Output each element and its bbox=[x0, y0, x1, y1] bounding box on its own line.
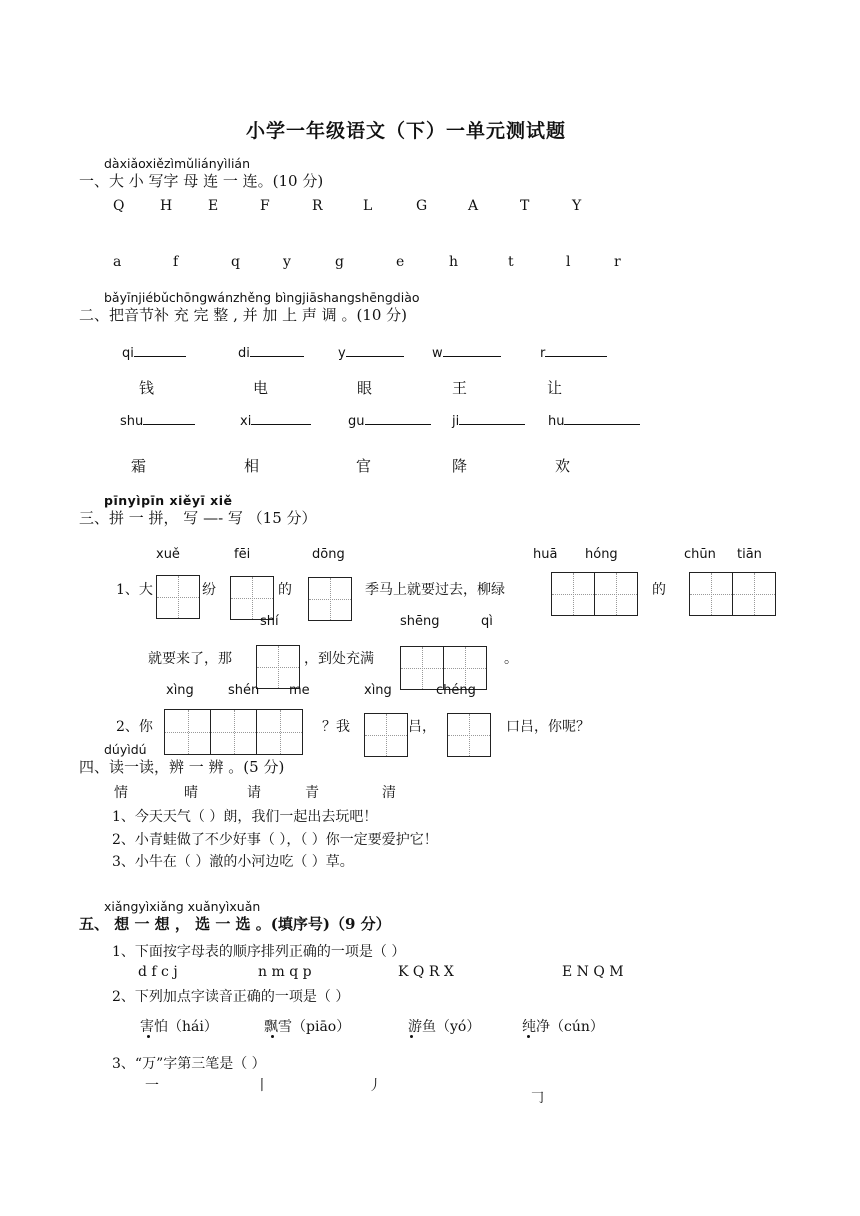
pinyin-hint: shí bbox=[260, 614, 279, 629]
chinese-char: 霜 bbox=[131, 457, 147, 475]
pinyin-hint: huā bbox=[533, 547, 558, 562]
chinese-char: 眼 bbox=[357, 379, 373, 397]
answer-option: K Q R X bbox=[398, 964, 454, 980]
chinese-char: 降 bbox=[452, 457, 468, 475]
fill-blank[interactable] bbox=[250, 344, 304, 357]
uppercase-letter: E bbox=[208, 198, 219, 214]
answer-option: 害怕（hái） bbox=[140, 1019, 218, 1035]
s3-pinyin: pīnyìpīn xiěyī xiě bbox=[104, 493, 233, 508]
tianzige-box[interactable] bbox=[551, 572, 595, 616]
syllable-blank: ji bbox=[452, 412, 525, 429]
syllable-blank: w bbox=[432, 344, 501, 361]
char-option: 青 bbox=[305, 785, 319, 801]
lowercase-letter: q bbox=[231, 254, 240, 270]
answer-option: d f c j bbox=[138, 964, 178, 980]
pinyin-hint: shēng bbox=[400, 614, 440, 629]
q1-text: 的 bbox=[652, 582, 666, 598]
syllable-blank: hu bbox=[548, 412, 640, 429]
q2-text: 口吕，你呢？ bbox=[506, 719, 590, 735]
chinese-char: 欢 bbox=[555, 457, 571, 475]
pinyin-hint: dōng bbox=[312, 547, 345, 562]
fill-blank[interactable] bbox=[365, 412, 431, 425]
lowercase-letter: y bbox=[283, 254, 291, 270]
tianzige-box[interactable] bbox=[594, 572, 638, 616]
answer-option: 一 bbox=[145, 1078, 159, 1094]
s2-pinyin: bǎyīnjiébǔchōngwánzhěng bìngjiāshangshēngdiào bbox=[104, 290, 420, 305]
tianzige-box[interactable] bbox=[447, 713, 491, 757]
uppercase-letter: Q bbox=[113, 198, 125, 214]
pinyin-hint: hóng bbox=[585, 547, 618, 562]
answer-option: 丨 bbox=[255, 1078, 269, 1094]
syllable-blank: di bbox=[238, 344, 304, 361]
q2-text: 吕， bbox=[408, 719, 436, 735]
pinyin-hint: me bbox=[289, 683, 310, 698]
pinyin-hint: fēi bbox=[234, 547, 251, 562]
emphasis-dot bbox=[271, 1035, 274, 1038]
emphasis-dot bbox=[527, 1035, 530, 1038]
char-option: 晴 bbox=[184, 785, 198, 801]
tianzige-box[interactable] bbox=[689, 572, 733, 616]
pinyin-hint: shén bbox=[228, 683, 260, 698]
answer-option: n m q p bbox=[258, 964, 312, 980]
pinyin-hint: tiān bbox=[737, 547, 762, 562]
s5-question-2: 2、下列加点字读音正确的一项是（ ） bbox=[112, 989, 350, 1005]
lowercase-letter: e bbox=[396, 254, 405, 270]
syllable-blank: xi bbox=[240, 412, 311, 429]
chinese-char: 电 bbox=[253, 379, 269, 397]
answer-option: 游鱼（yó） bbox=[408, 1019, 481, 1035]
s2-heading: 二、把音节补 充 完 整 , 并 加 上 声 调 。(10 分) bbox=[79, 306, 408, 324]
s5-pinyin: xiǎngyìxiǎng xuǎnyìxuǎn bbox=[104, 899, 261, 914]
fill-blank[interactable] bbox=[545, 344, 607, 357]
q1-text: 就要来了，那 bbox=[148, 651, 232, 667]
fill-blank[interactable] bbox=[134, 344, 186, 357]
page-title: 小学一年级语文（下）一单元测试题 bbox=[246, 120, 567, 142]
syllable-blank: gu bbox=[348, 412, 431, 429]
chinese-char: 让 bbox=[547, 379, 563, 397]
s1-pinyin: dàxiǎoxiězìmǔliányìlián bbox=[104, 156, 251, 171]
fill-blank[interactable] bbox=[143, 412, 195, 425]
s4-question-3: 3、小牛在（ ）澈的小河边吃（ ）草。 bbox=[112, 854, 354, 870]
s4-question-2: 2、小青蛙做了不少好事（ ），（ ）你一定要爱护它！ bbox=[112, 832, 438, 848]
q1-text: 。 bbox=[504, 651, 518, 667]
s1-heading: 一、大 小 写字 母 连 一 连。(10 分) bbox=[79, 172, 324, 190]
pinyin-hint: chéng bbox=[436, 683, 476, 698]
fill-blank[interactable] bbox=[564, 412, 640, 425]
pinyin-hint: qì bbox=[481, 614, 493, 629]
answer-option: 纯净（cún） bbox=[522, 1019, 604, 1035]
emphasis-dot bbox=[147, 1035, 150, 1038]
pinyin-hint: xuě bbox=[156, 547, 180, 562]
char-option: 清 bbox=[382, 785, 396, 801]
s4-pinyin: dúyìdú bbox=[104, 742, 147, 757]
tianzige-box[interactable] bbox=[256, 709, 303, 755]
tianzige-box[interactable] bbox=[732, 572, 776, 616]
uppercase-letter: T bbox=[520, 198, 530, 214]
answer-option: E N Q M bbox=[562, 964, 624, 980]
chinese-char: 钱 bbox=[139, 379, 155, 397]
q1-text: 纷 bbox=[202, 582, 216, 598]
chinese-char: 王 bbox=[452, 379, 468, 397]
q1-text: 的 bbox=[278, 582, 292, 598]
lowercase-letter: f bbox=[173, 254, 179, 270]
s5-question-1: 1、下面按字母表的顺序排列正确的一项是（ ） bbox=[112, 944, 406, 960]
lowercase-letter: a bbox=[113, 254, 122, 270]
lowercase-letter: h bbox=[449, 254, 459, 270]
emphasis-dot bbox=[410, 1035, 413, 1038]
char-option: 情 bbox=[114, 785, 128, 801]
uppercase-letter: R bbox=[312, 198, 323, 214]
lowercase-letter: t bbox=[508, 254, 514, 270]
fill-blank[interactable] bbox=[251, 412, 311, 425]
q1-number: 1、大 bbox=[116, 582, 153, 598]
chinese-char: 相 bbox=[244, 457, 260, 475]
pinyin-hint: xìng bbox=[364, 683, 392, 698]
answer-option: 飘雪（piāo） bbox=[264, 1019, 351, 1035]
lowercase-letter: l bbox=[566, 254, 571, 270]
fill-blank[interactable] bbox=[346, 344, 404, 357]
syllable-blank: shu bbox=[120, 412, 195, 429]
uppercase-letter: L bbox=[363, 198, 373, 214]
uppercase-letter: G bbox=[416, 198, 428, 214]
lowercase-letter: g bbox=[335, 254, 344, 270]
s5-heading: 五、 想 一 想 ， 选 一 选 。(填序号)（9 分） bbox=[79, 915, 391, 933]
tianzige-box[interactable] bbox=[210, 709, 257, 755]
syllable-blank: y bbox=[338, 344, 404, 361]
q1-text: 季马上就要过去，柳绿 bbox=[365, 582, 505, 598]
uppercase-letter: F bbox=[260, 198, 270, 214]
fill-blank[interactable] bbox=[459, 412, 525, 425]
char-option: 请 bbox=[247, 785, 261, 801]
s4-question-1: 1、今天天气（ ）朗，我们一起出去玩吧！ bbox=[112, 809, 378, 825]
s3-heading: 三、拼 一 拼， 写 —- 写 （15 分） bbox=[79, 509, 317, 527]
lowercase-letter: r bbox=[614, 254, 621, 270]
fill-blank[interactable] bbox=[443, 344, 501, 357]
q1-text: ，到处充满 bbox=[304, 651, 374, 667]
s5-question-3: 3、“万”字第三笔是（ ） bbox=[112, 1056, 266, 1072]
uppercase-letter: Y bbox=[572, 198, 582, 214]
q2-text: ？我 bbox=[322, 719, 350, 735]
tianzige-box[interactable] bbox=[156, 575, 200, 619]
answer-option: 𠃌 bbox=[530, 1090, 544, 1106]
pinyin-hint: chūn bbox=[684, 547, 716, 562]
answer-option: 丿 bbox=[368, 1078, 382, 1094]
tianzige-box[interactable] bbox=[308, 577, 352, 621]
pinyin-hint: xìng bbox=[166, 683, 194, 698]
tianzige-box[interactable] bbox=[164, 709, 211, 755]
uppercase-letter: H bbox=[160, 198, 173, 214]
tianzige-box[interactable] bbox=[364, 713, 408, 757]
syllable-blank: r bbox=[540, 344, 607, 361]
chinese-char: 官 bbox=[356, 457, 372, 475]
s4-heading: 四、读一读，辨 一 辨 。(5 分) bbox=[79, 758, 285, 776]
uppercase-letter: A bbox=[468, 198, 479, 214]
q2-number: 2、你 bbox=[116, 719, 153, 735]
syllable-blank: qi bbox=[122, 344, 186, 361]
